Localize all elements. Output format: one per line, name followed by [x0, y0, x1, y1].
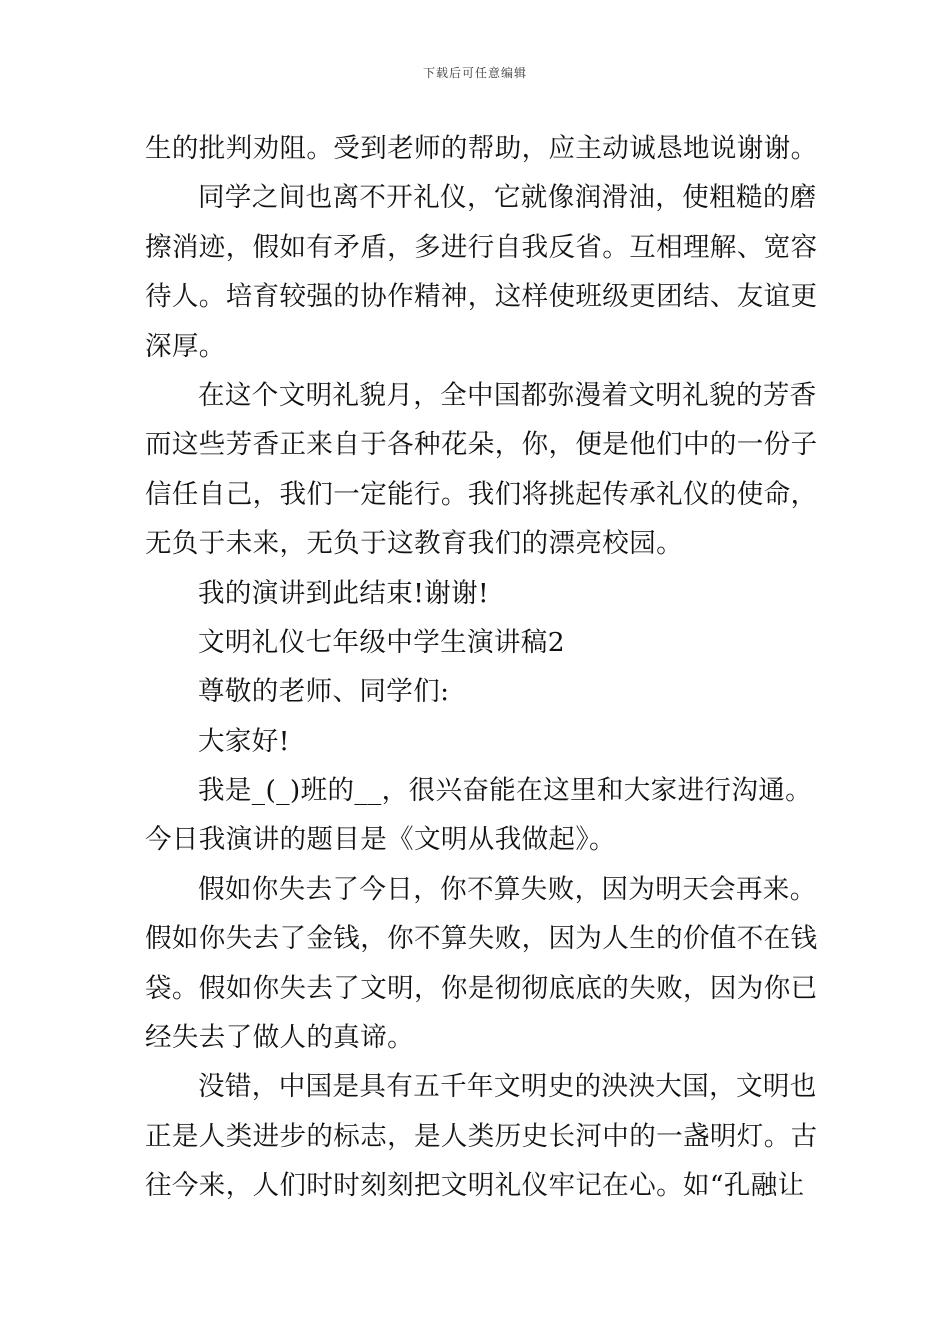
text-line: 待人。培育较强的协作精神，这样使班级更团结、友谊更 — [145, 281, 818, 313]
text-line: 生的批判劝阻。受到老师的帮助，应主动诚恳地说谢谢。 — [145, 133, 818, 164]
text-line: 而这些芳香正来自于各种花朵，你，便是他们中的一份子 — [145, 429, 818, 461]
text-line: 今日我演讲的题目是《文明从我做起》。 — [145, 824, 616, 856]
text-line: 无负于未来，无负于这教育我们的漂亮校园。 — [145, 528, 683, 560]
text-line: 我的演讲到此结束!谢谢! — [198, 577, 490, 609]
text-line: 深厚。 — [145, 330, 226, 362]
text-line: 经失去了做人的真谛。 — [145, 1022, 414, 1054]
text-line: 正是人类进步的标志，是人类历史长河中的一盏明灯。古 — [145, 1120, 818, 1152]
speech-title: 文明礼仪七年级中学生演讲稿2 — [198, 626, 565, 658]
text-line: 假如你失去了金钱，你不算失败，因为人生的价值不在钱 — [145, 923, 818, 955]
text-line: 大家好! — [198, 725, 290, 757]
text-line: 往今来，人们时时刻刻把文明礼仪牢记在心。如“孔融让 — [145, 1170, 805, 1202]
text-line: 在这个文明礼貌月，全中国都弥漫着文明礼貌的芳香 — [198, 379, 817, 411]
text-line: 同学之间也离不开礼仪，它就像润滑油，使粗糙的磨 — [198, 182, 817, 214]
text-line: 袋。假如你失去了文明，你是彻彻底底的失败，因为你已 — [145, 972, 818, 1004]
text-line: 信任自己，我们一定能行。我们将挑起传承礼仪的使命， — [145, 478, 818, 510]
text-line: 没错，中国是具有五千年文明史的泱泱大国，文明也 — [198, 1071, 817, 1103]
text-line: 擦消迹，假如有矛盾，多进行自我反省。互相理解、宽容 — [145, 231, 818, 263]
text-line: 我是_(_)班的__，很兴奋能在这里和大家进行沟通。 — [198, 775, 813, 807]
text-line: 假如你失去了今日，你不算失败，因为明天会再来。 — [198, 873, 817, 905]
document-body — [145, 124, 818, 1211]
header-note: 下载后可任意编辑 — [422, 66, 527, 80]
text-line: 尊敬的老师、同学们: — [198, 676, 450, 708]
